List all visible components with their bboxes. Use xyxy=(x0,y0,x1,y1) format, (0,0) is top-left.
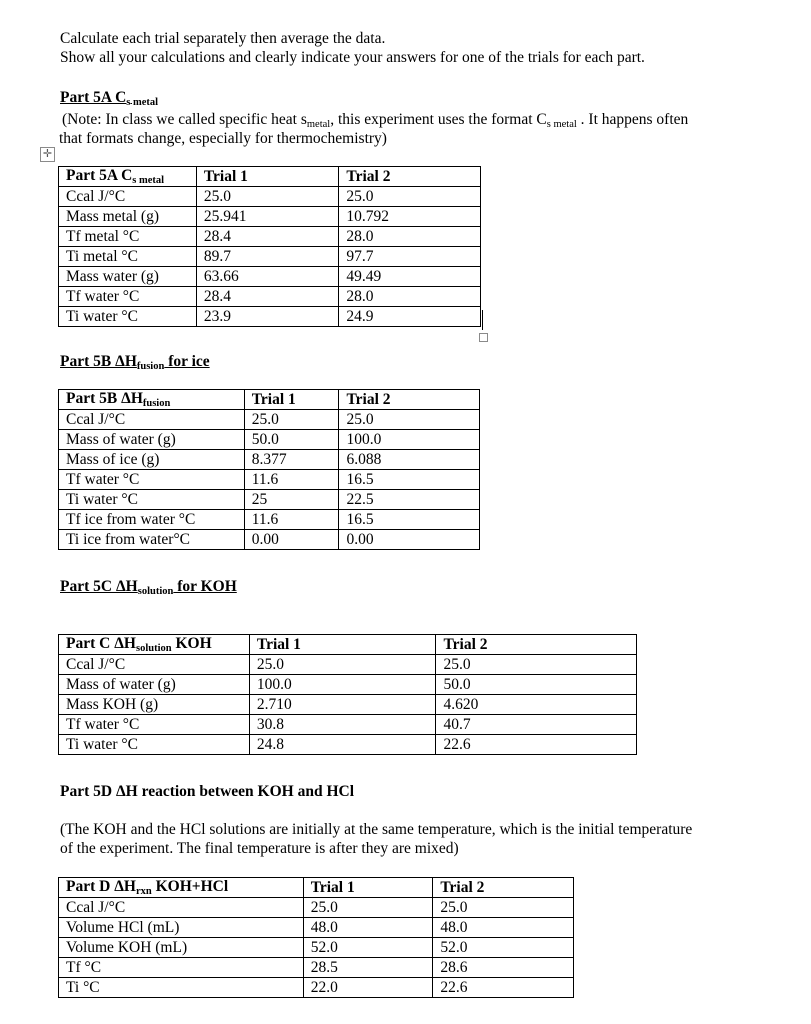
trial-2-value: 16.5 xyxy=(339,510,480,530)
part-5a-note-line-1: (Note: In class we called specific heat smetal, this experiment uses the format Cs metal . It happens often xyxy=(62,111,689,130)
row-label: Ccal J/°C xyxy=(59,898,304,918)
row-label: Ccal J/°C xyxy=(59,410,245,430)
trial-1-value: 63.66 xyxy=(196,267,339,287)
table-row xyxy=(59,530,480,550)
part-5c-table xyxy=(58,634,637,755)
trial-2-value: 6.088 xyxy=(339,450,480,470)
trial-2-value: 10.792 xyxy=(339,207,481,227)
row-label: Tf water °C xyxy=(59,470,245,490)
trial-1-value: 22.0 xyxy=(303,978,433,998)
trial-1-value: 25.941 xyxy=(196,207,339,227)
trial-2-value: 28.6 xyxy=(433,958,574,978)
trial-2-value: 25.0 xyxy=(436,655,637,675)
trial-2-value: 25.0 xyxy=(339,187,481,207)
trial-2-value: 16.5 xyxy=(339,470,480,490)
trial-1-value: 28.4 xyxy=(196,287,339,307)
header-cell-trial-2: Trial 2 xyxy=(433,878,574,898)
header-cell-trial-1: Trial 1 xyxy=(196,167,339,187)
instruction-line-2: Show all your calculations and clearly indicate your answers for one of the trials for each part. xyxy=(60,49,645,66)
trial-1-value: 25 xyxy=(244,490,339,510)
row-label: Mass water (g) xyxy=(59,267,197,287)
part-5a-table xyxy=(58,166,481,327)
trial-2-value: 100.0 xyxy=(339,430,480,450)
row-label: Ti water °C xyxy=(59,490,245,510)
trial-1-value: 89.7 xyxy=(196,247,339,267)
table-row xyxy=(59,735,637,755)
row-label: Ti metal °C xyxy=(59,247,197,267)
trial-2-value: 97.7 xyxy=(339,247,481,267)
header-cell-label: Part D ΔHrxn KOH+HCl xyxy=(59,878,304,898)
row-label: Mass of water (g) xyxy=(59,430,245,450)
table-row xyxy=(59,187,481,207)
header-cell-label: Part 5B ΔHfusion xyxy=(59,390,245,410)
trial-2-value: 52.0 xyxy=(433,938,574,958)
trial-2-value: 49.49 xyxy=(339,267,481,287)
header-cell-trial-1: Trial 1 xyxy=(249,635,436,655)
instruction-line-1: Calculate each trial separately then average the data. xyxy=(60,30,386,47)
table-row xyxy=(59,207,481,227)
trial-2-value: 24.9 xyxy=(339,307,481,327)
trial-1-value: 2.710 xyxy=(249,695,436,715)
row-label: Tf °C xyxy=(59,958,304,978)
trial-2-value: 22.6 xyxy=(436,735,637,755)
part-5a-note-line-2: that formats change, especially for thermochemistry) xyxy=(59,130,387,147)
row-label: Volume KOH (mL) xyxy=(59,938,304,958)
trial-2-value: 22.5 xyxy=(339,490,480,510)
part-5d-note-line-1: (The KOH and the HCl solutions are initially at the same temperature, which is the initial temperature xyxy=(60,821,693,838)
table-header-row xyxy=(59,390,480,410)
trial-2-value: 48.0 xyxy=(433,918,574,938)
trial-2-value: 28.0 xyxy=(339,287,481,307)
trial-2-value: 4.620 xyxy=(436,695,637,715)
header-cell-label: Part 5A Cs metal xyxy=(59,167,197,187)
row-label: Tf water °C xyxy=(59,715,250,735)
trial-1-value: 25.0 xyxy=(303,898,433,918)
row-label: Ccal J/°C xyxy=(59,655,250,675)
row-label: Ccal J/°C xyxy=(59,187,197,207)
table-row xyxy=(59,958,574,978)
row-label: Ti water °C xyxy=(59,735,250,755)
header-cell-trial-2: Trial 2 xyxy=(339,167,481,187)
trial-2-value: 25.0 xyxy=(339,410,480,430)
row-label: Ti ice from water°C xyxy=(59,530,245,550)
table-row xyxy=(59,715,637,735)
header-cell-label: Part C ΔHsolution KOH xyxy=(59,635,250,655)
table-row xyxy=(59,307,481,327)
table-resize-handle-icon[interactable] xyxy=(479,333,488,342)
trial-2-value: 0.00 xyxy=(339,530,480,550)
table-row xyxy=(59,490,480,510)
row-label: Mass KOH (g) xyxy=(59,695,250,715)
trial-1-value: 11.6 xyxy=(244,510,339,530)
row-label: Tf metal °C xyxy=(59,227,197,247)
table-row xyxy=(59,410,480,430)
table-header-row xyxy=(59,878,574,898)
table-row xyxy=(59,978,574,998)
table-row xyxy=(59,247,481,267)
text-cursor xyxy=(482,310,483,330)
trial-2-value: 22.6 xyxy=(433,978,574,998)
part-5b-table xyxy=(58,389,480,550)
trial-2-value: 40.7 xyxy=(436,715,637,735)
trial-2-value: 25.0 xyxy=(433,898,574,918)
trial-1-value: 0.00 xyxy=(244,530,339,550)
header-cell-trial-1: Trial 1 xyxy=(303,878,433,898)
table-row xyxy=(59,675,637,695)
trial-1-value: 48.0 xyxy=(303,918,433,938)
header-cell-trial-2: Trial 2 xyxy=(436,635,637,655)
trial-1-value: 25.0 xyxy=(249,655,436,675)
trial-1-value: 30.8 xyxy=(249,715,436,735)
row-label: Volume HCl (mL) xyxy=(59,918,304,938)
trial-1-value: 11.6 xyxy=(244,470,339,490)
row-label: Mass metal (g) xyxy=(59,207,197,227)
part-5d-note-line-2: of the experiment. The final temperature is after they are mixed) xyxy=(60,840,459,857)
table-row xyxy=(59,430,480,450)
trial-1-value: 8.377 xyxy=(244,450,339,470)
trial-2-value: 50.0 xyxy=(436,675,637,695)
table-row xyxy=(59,510,480,530)
trial-1-value: 23.9 xyxy=(196,307,339,327)
row-label: Mass of ice (g) xyxy=(59,450,245,470)
table-row xyxy=(59,227,481,247)
table-row xyxy=(59,470,480,490)
table-row xyxy=(59,655,637,675)
row-label: Tf ice from water °C xyxy=(59,510,245,530)
trial-1-value: 24.8 xyxy=(249,735,436,755)
trial-1-value: 25.0 xyxy=(196,187,339,207)
table-row xyxy=(59,898,574,918)
table-header-row xyxy=(59,635,637,655)
trial-1-value: 28.4 xyxy=(196,227,339,247)
trial-2-value: 28.0 xyxy=(339,227,481,247)
trial-1-value: 50.0 xyxy=(244,430,339,450)
trial-1-value: 25.0 xyxy=(244,410,339,430)
table-row xyxy=(59,287,481,307)
row-label: Mass of water (g) xyxy=(59,675,250,695)
table-move-handle-icon[interactable]: ✛ xyxy=(40,147,55,162)
row-label: Ti water °C xyxy=(59,307,197,327)
trial-1-value: 28.5 xyxy=(303,958,433,978)
row-label: Tf water °C xyxy=(59,287,197,307)
part-5d-heading: Part 5D ΔH reaction between KOH and HCl xyxy=(60,783,355,800)
table-header-row xyxy=(59,167,481,187)
part-5a-heading: Part 5A Cs metal xyxy=(60,89,159,108)
part-5c-heading: Part 5C ΔHsolution for KOH xyxy=(60,578,237,597)
table-row xyxy=(59,938,574,958)
trial-1-value: 52.0 xyxy=(303,938,433,958)
header-cell-trial-1: Trial 1 xyxy=(244,390,339,410)
table-row xyxy=(59,267,481,287)
table-row xyxy=(59,450,480,470)
part-5b-heading: Part 5B ΔHfusion for ice xyxy=(60,353,210,372)
table-row xyxy=(59,695,637,715)
header-cell-trial-2: Trial 2 xyxy=(339,390,480,410)
row-label: Ti °C xyxy=(59,978,304,998)
table-row xyxy=(59,918,574,938)
part-5d-table xyxy=(58,877,574,998)
trial-1-value: 100.0 xyxy=(249,675,436,695)
